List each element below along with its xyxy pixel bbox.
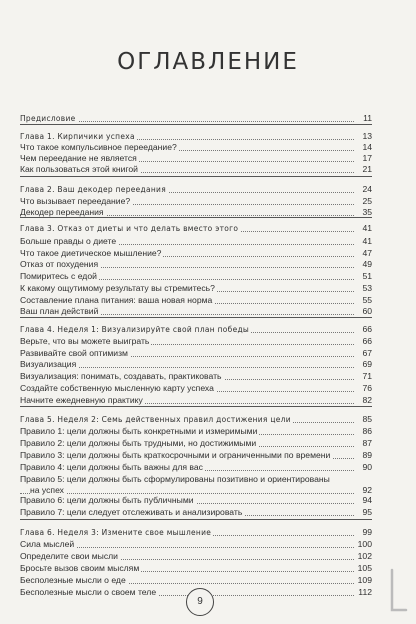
toc-chapter [20, 324, 372, 335]
toc-label: Глава 1. Кирпичики успеха [20, 131, 135, 141]
toc-chapter [20, 223, 372, 234]
toc-chapter [20, 113, 372, 124]
toc-entry [20, 563, 372, 574]
toc-label: Что вызывает переедание? [20, 196, 131, 206]
toc-page-number: 67 [354, 348, 372, 359]
corner-decoration [388, 568, 408, 614]
toc-entry [20, 236, 372, 247]
toc-entry [20, 142, 372, 153]
toc-page-number: 89 [354, 450, 372, 461]
toc-page-number: 82 [354, 395, 372, 406]
toc-chapter [20, 131, 372, 142]
toc-page-number: 14 [354, 142, 372, 153]
toc-page-number: 92 [354, 485, 372, 496]
toc-entry [20, 507, 372, 518]
toc-entry [20, 383, 372, 394]
toc-label: Декодер переедания [20, 207, 104, 217]
toc-label: Глава 4. Неделя 1: Визуализируйте свой план победы [20, 324, 250, 334]
toc-page-number: 69 [354, 359, 372, 370]
toc-page-number: 49 [354, 259, 372, 270]
page-number: 9 [186, 588, 214, 616]
toc-label: Отказ от похудения [20, 259, 99, 269]
toc-entry [20, 348, 372, 359]
toc-page-number: 41 [354, 236, 372, 247]
toc-entry [20, 551, 372, 562]
toc-page-number: 17 [354, 153, 372, 164]
toc-page-number: 102 [354, 551, 372, 562]
toc-page-number: 24 [354, 184, 372, 195]
toc-label: К какому ощутимому результату вы стремитесь? [20, 283, 215, 293]
toc-entry [20, 474, 372, 495]
section-divider [20, 519, 372, 520]
toc-label: Правило 6: цели должны быть публичными [20, 495, 194, 505]
toc-page-number: 94 [354, 495, 372, 506]
section-divider [20, 176, 372, 177]
toc-entry [20, 248, 372, 259]
section-divider [20, 317, 372, 318]
toc-label: Развивайте свой оптимизм [20, 348, 128, 358]
toc-page-number: 66 [354, 336, 372, 347]
toc-page-number: 66 [354, 324, 372, 335]
dot-leader [20, 493, 368, 494]
toc-chapter [20, 414, 372, 425]
toc-page-number: 11 [354, 113, 372, 124]
toc-page-number: 55 [354, 295, 372, 306]
toc-page-number: 112 [354, 587, 372, 598]
toc-entry [20, 196, 372, 207]
toc-label: Верьте, что вы можете выиграть [20, 336, 150, 346]
toc-entry [20, 359, 372, 370]
toc-label: Бесполезные мысли о еде [20, 575, 126, 585]
toc-entry [20, 306, 372, 317]
toc-page-number: 51 [354, 271, 372, 282]
toc-page-number: 35 [354, 207, 372, 218]
toc-entry [20, 450, 372, 461]
toc-entry [20, 371, 372, 382]
toc-entry [20, 295, 372, 306]
toc-label: Правило 5: цели должны быть сформулированы позитивно и ориентированы [20, 474, 330, 484]
toc-entry [20, 462, 372, 473]
toc-label: Бесполезные мысли о своем теле [20, 587, 157, 597]
toc-page-number: 13 [354, 131, 372, 142]
toc-page-number: 53 [354, 283, 372, 294]
toc-page-number: 21 [354, 164, 372, 175]
section-divider [20, 217, 372, 218]
toc-page-number: 41 [354, 223, 372, 234]
toc-entry [20, 153, 372, 164]
toc-chapter [20, 527, 372, 538]
toc-label: Правило 1: цели должны быть конкретными и измеримыми [20, 426, 258, 436]
toc-label: Глава 5. Неделя 2: Семь действенных правил достижения цели [20, 414, 291, 424]
toc-entry [20, 539, 372, 550]
toc-label: Что такое компульсивное переедание? [20, 142, 177, 152]
toc-chapter [20, 184, 372, 195]
toc-page-number: 105 [354, 563, 372, 574]
toc-label: Бросьте вызов своим мыслям [20, 563, 140, 573]
toc-label: Правило 4: цели должны быть важны для вас [20, 462, 203, 472]
toc-entry [20, 395, 372, 406]
toc-entry [20, 426, 372, 437]
toc-label: Предисловие [20, 113, 76, 123]
toc-page-number: 47 [354, 248, 372, 259]
toc-label: Как пользоваться этой книгой [20, 164, 138, 174]
toc-page-number: 60 [354, 306, 372, 317]
toc-entry [20, 259, 372, 270]
toc-label: Правило 3: цели должны быть краткосрочными и ограниченными по времени [20, 450, 331, 460]
toc-label: Правило 2: цели должны быть трудными, но достижимыми [20, 438, 257, 448]
toc-label: Составление плана питания: ваша новая норма [20, 295, 213, 305]
toc-entry [20, 495, 372, 506]
toc-page-number: 76 [354, 383, 372, 394]
toc-page-number: 71 [354, 371, 372, 382]
toc-label: Помиритесь с едой [20, 271, 97, 281]
toc-page-number: 99 [354, 527, 372, 538]
toc-label: Сила мыслей [20, 539, 75, 549]
toc-label: Правило 7: цели следует отслеживать и анализировать [20, 507, 243, 517]
toc-entry [20, 336, 372, 347]
toc-entry [20, 283, 372, 294]
toc-label: Что такое диетическое мышление? [20, 248, 162, 258]
toc-label: Глава 6. Неделя 3: Измените свое мышление [20, 527, 212, 537]
toc-page-number: 95 [354, 507, 372, 518]
toc-label: Глава 3. Отказ от диеты и что делать вместо этого [20, 223, 239, 233]
section-divider [20, 406, 372, 407]
toc-label: Глава 2. Ваш декодер переедания [20, 184, 166, 194]
toc-page-number: 87 [354, 438, 372, 449]
page-title: ОГЛАВЛЕНИЕ [117, 49, 299, 75]
toc-label: Создайте собственную мысленную карту успеха [20, 383, 214, 393]
toc-entry [20, 164, 372, 175]
toc-entry [20, 271, 372, 282]
toc-label: Ваш план действий [20, 306, 99, 316]
toc-label: Определите свои мысли [20, 551, 118, 561]
toc-label: Визуализация: понимать, создавать, практиковать [20, 371, 222, 381]
toc-entry [20, 575, 372, 586]
toc-label: Больше правды о диете [20, 236, 117, 246]
toc-page-number: 100 [354, 539, 372, 550]
toc-label: Визуализация [20, 359, 77, 369]
toc-page-number: 90 [354, 462, 372, 473]
toc-label: Начните ежедневную практику [20, 395, 143, 405]
toc-page-number: 86 [354, 426, 372, 437]
toc-label: Чем переедание не является [20, 153, 137, 163]
toc-entry [20, 438, 372, 449]
toc-label-continued: на успех [30, 485, 64, 495]
toc-page-number: 25 [354, 196, 372, 207]
section-divider [20, 124, 372, 125]
toc-page-number: 109 [354, 575, 372, 586]
toc-page-number: 85 [354, 414, 372, 425]
